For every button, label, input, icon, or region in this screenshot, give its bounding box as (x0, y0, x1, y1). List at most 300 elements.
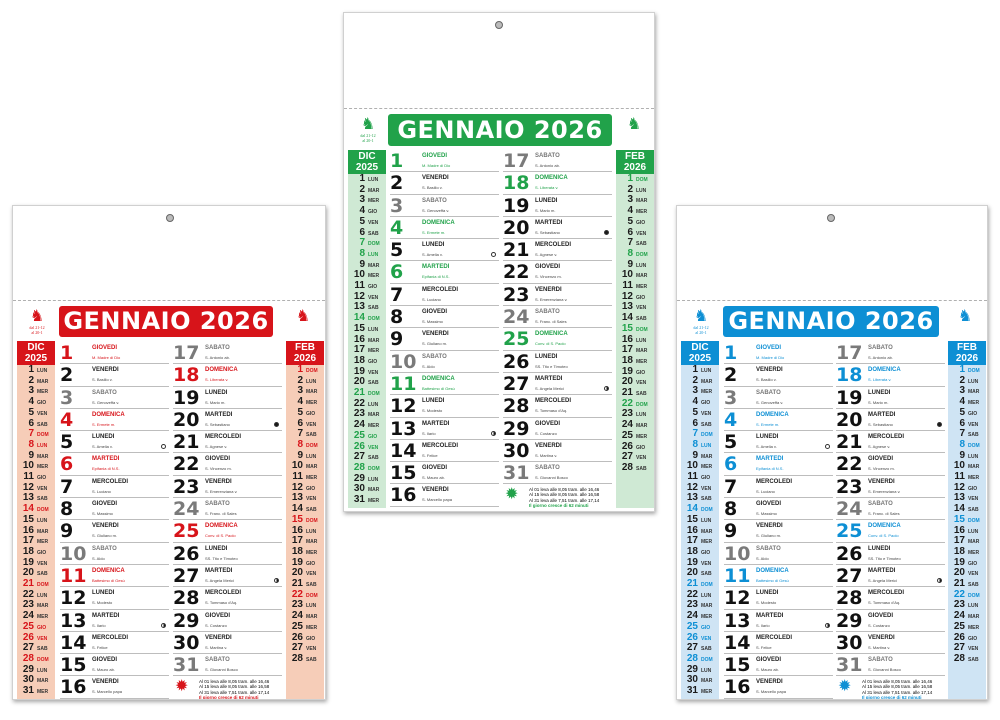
sidebar-weekday: SAB (368, 305, 379, 312)
weekday-label: MERCOLEDI (756, 634, 792, 641)
day-cell (503, 462, 612, 484)
sidebar-weekday: MAR (701, 453, 713, 460)
logo-right: ♞ (957, 308, 973, 325)
day-cell (836, 364, 945, 386)
sidebar-weekday: DOM (37, 656, 49, 663)
sidebar-day-row (948, 408, 986, 419)
calendar-blue (676, 205, 988, 700)
day-cell (173, 453, 282, 475)
sidebar-day-number: 24 (621, 419, 633, 431)
weekday-label: VENERDI (868, 478, 895, 485)
sidebar-day-row (348, 249, 386, 260)
sidebar-day-number: 23 (953, 599, 965, 611)
sidebar-day-row (17, 386, 55, 397)
sidebar-day-number: 19 (953, 556, 965, 568)
weekday-label: GIOVEDI (756, 345, 782, 351)
sidebar-weekday: MAR (368, 262, 380, 269)
weekday-label: GIOVEDI (756, 657, 782, 664)
sidebar-weekday: GIO (701, 400, 711, 407)
sidebar-weekday: VEN (306, 571, 317, 578)
sidebar-weekday: MER (37, 389, 49, 396)
day-cell (724, 476, 833, 498)
day-number: 4 (724, 408, 738, 431)
day-number: 4 (390, 216, 404, 239)
saint-name: S. Ilario (422, 430, 436, 436)
sidebar-weekday: VEN (968, 421, 979, 428)
sidebar-day-number: 5 (627, 215, 633, 227)
sidebar-day-number: 20 (953, 567, 965, 579)
weekday-label: LUNEDI (868, 389, 891, 396)
sidebar-day-row (681, 515, 719, 526)
sidebar-weekday: DOM (968, 592, 980, 599)
sidebar-weekday: LUN (37, 667, 48, 674)
weekday-label: VENERDI (868, 634, 895, 641)
sidebar-day-number: 24 (686, 610, 698, 622)
weekday-label: LUNEDI (535, 353, 558, 360)
sidebar-day-row (348, 431, 386, 442)
day-number: 11 (390, 372, 417, 395)
sidebar-day-number: 15 (22, 513, 34, 525)
sidebar-day-number: 6 (692, 417, 698, 429)
sidebar-prev-month (348, 150, 386, 508)
hanging-hole (495, 21, 503, 29)
sidebar-day-number: 18 (686, 545, 698, 557)
sidebar-day-number: 4 (359, 205, 365, 217)
day-number: 21 (836, 431, 863, 454)
sidebar-day-row (286, 365, 324, 376)
sidebar-day-number: 8 (28, 438, 34, 450)
sidebar-weekday: GIO (701, 549, 711, 556)
weekday-label: LUNEDI (756, 590, 779, 597)
full-moon-icon (491, 252, 496, 257)
sidebar-weekday: LUN (368, 326, 379, 333)
day-number: 8 (60, 498, 74, 521)
weekday-label: MARTEDI (422, 264, 450, 271)
sidebar-day-row (616, 238, 654, 249)
day-cell (836, 342, 945, 364)
saint-name: S. Martina v. (205, 644, 228, 650)
logo-right: ♞ (626, 116, 642, 133)
sidebar-day-row (348, 228, 386, 239)
sidebar-weekday: LUN (968, 453, 979, 460)
sunrise-sunset-footer (529, 487, 611, 509)
sidebar-day-number: 27 (953, 642, 965, 654)
day-cell (390, 195, 499, 217)
sidebar-weekday: LUN (368, 401, 379, 408)
day-cell (836, 387, 945, 409)
sidebar-day-number: 28 (686, 652, 698, 664)
saint-name: S. Vincenzo m. (868, 466, 895, 472)
day-number: 15 (60, 654, 87, 677)
saint-name: Epifania di N.S. (92, 466, 120, 472)
sidebar-day-number: 28 (291, 652, 303, 664)
footer-line: Al 15 leva alle 8,05 tram. alle 16,58 (529, 492, 600, 497)
weekday-label: VENERDI (422, 487, 449, 494)
day-number: 28 (503, 395, 530, 418)
weekday-label: MARTEDI (92, 612, 120, 619)
sidebar-day-number: 13 (621, 301, 633, 313)
weekday-label: LUNEDI (92, 590, 115, 597)
sidebar-day-row (681, 440, 719, 451)
sidebar-weekday: SAB (368, 230, 379, 237)
sidebar-day-row (286, 622, 324, 633)
day-cell (836, 453, 945, 475)
weekday-label: SABATO (422, 353, 447, 360)
day-cell (724, 498, 833, 520)
weekday-label: LUNEDI (868, 545, 891, 552)
sidebar-day-number: 31 (22, 685, 34, 697)
sidebar-day-number: 30 (22, 674, 34, 686)
sidebar-weekday: MAR (701, 603, 713, 610)
sidebar-month-label: DIC (27, 342, 45, 353)
weekday-label: MARTEDI (205, 567, 233, 574)
sidebar-day-row (17, 515, 55, 526)
saint-name: M. Madre di Dio (756, 355, 785, 360)
sidebar-day-row (17, 440, 55, 451)
saint-name: S. Genoveffa v. (756, 399, 784, 405)
day-number: 5 (390, 239, 404, 262)
sidebar-day-row (948, 654, 986, 665)
sidebar-day-row (286, 386, 324, 397)
day-cell (60, 610, 169, 632)
saint-name: S. Emerenziana v. (205, 488, 238, 494)
sidebar-weekday: GIO (37, 549, 47, 556)
sidebar-weekday: GIO (37, 475, 47, 482)
sidebar-day-number: 3 (297, 385, 303, 397)
day-number: 26 (173, 542, 200, 565)
day-cell (836, 587, 945, 609)
sidebar-day-number: 23 (621, 408, 633, 420)
sidebar-day-number: 4 (297, 396, 303, 408)
sidebar-day-number: 9 (627, 258, 633, 270)
sidebar-weekday: MAR (968, 389, 980, 396)
sidebar-weekday: LUN (306, 453, 317, 460)
day-number: 25 (836, 520, 863, 543)
day-number: 1 (724, 342, 738, 364)
day-cell (503, 261, 612, 283)
sidebar-day-number: 12 (686, 481, 698, 493)
saint-name: S. Mauro ab. (756, 667, 779, 673)
sidebar-weekday: DOM (636, 326, 648, 333)
day-cell (503, 172, 612, 194)
day-number: 6 (390, 261, 404, 284)
saint-name: S. Marcello papa (92, 689, 123, 695)
perforation-line (344, 108, 654, 109)
sidebar-day-row (348, 174, 386, 185)
day-cell (60, 498, 169, 520)
days-column-1 (724, 342, 833, 699)
sidebar-weekday: MER (368, 498, 380, 505)
sidebar-day-number: 1 (28, 364, 34, 375)
sidebar-day-number: 25 (353, 429, 365, 441)
day-number: 25 (503, 328, 530, 351)
sidebar-weekday: SAB (37, 571, 48, 578)
footer-line: Al 31 leva alle 7,51 tram. alle 17,14 (862, 689, 933, 695)
sidebar-weekday: MER (368, 423, 380, 430)
sidebar-day-number: 22 (621, 397, 633, 409)
sidebar-weekday: DOM (968, 442, 980, 449)
day-cell (173, 364, 282, 386)
sidebar-day-number: 10 (353, 269, 365, 281)
saint-name: S. Aldo (92, 555, 105, 561)
quarter-moon-icon (161, 623, 166, 628)
saint-name: S. Agnese v. (868, 444, 891, 450)
weekday-label: MERCOLEDI (92, 634, 128, 641)
sidebar-day-number: 24 (953, 610, 965, 622)
saint-name: S. Luciano (756, 488, 775, 494)
sidebar-day-number: 20 (621, 376, 633, 388)
sidebar-weekday: VEN (37, 485, 48, 492)
day-number: 30 (173, 631, 200, 654)
sidebar-day-number: 9 (359, 258, 365, 270)
sidebar-day-row (681, 622, 719, 633)
sidebar-weekday: MER (306, 400, 318, 407)
weekday-label: DOMENICA (868, 523, 901, 530)
sunrise-sunset-footer (862, 679, 944, 701)
saint-name: S. Ilario (756, 622, 770, 628)
day-number: 18 (173, 364, 200, 387)
weekday-label: VENERDI (535, 286, 562, 293)
sidebar-day-number: 12 (953, 481, 965, 493)
sidebar-weekday: LUN (968, 378, 979, 385)
sidebar-day-row (681, 686, 719, 697)
day-number: 28 (173, 587, 200, 610)
sidebar-day-number: 3 (28, 385, 34, 397)
day-number: 26 (503, 350, 530, 373)
sidebar-weekday: MAR (306, 389, 318, 396)
sidebar-day-number: 26 (291, 631, 303, 643)
sidebar-day-number: 25 (291, 620, 303, 632)
sidebar-day-number: 12 (353, 290, 365, 302)
weekday-label: MERCOLEDI (535, 242, 571, 249)
day-number: 2 (60, 364, 74, 387)
day-number: 17 (173, 342, 200, 364)
sidebar-weekday: MAR (701, 678, 713, 685)
sidebar-weekday: MER (37, 689, 49, 696)
calendar-red (12, 205, 326, 700)
sidebar-day-number: 10 (22, 460, 34, 472)
saint-name: S. Giovanni Bosco (535, 475, 568, 481)
day-number: 30 (503, 439, 530, 462)
saint-name: S. Felice (92, 644, 108, 650)
logo-left: ♞ dal 21-12 al 20-1 (693, 308, 709, 335)
day-number: 31 (173, 654, 200, 677)
day-number: 24 (836, 498, 863, 521)
weekday-label: SABATO (92, 389, 117, 396)
sidebar-weekday: DOM (636, 177, 648, 183)
sidebar-day-number: 6 (959, 417, 965, 429)
saint-name: S. Antonio ab. (205, 355, 230, 360)
sidebar-day-number: 6 (359, 226, 365, 238)
sidebar-day-number: 17 (353, 344, 365, 356)
sidebar-day-number: 6 (297, 417, 303, 429)
sidebar-day-number: 13 (353, 301, 365, 313)
day-number: 1 (390, 150, 404, 172)
day-number: 18 (503, 172, 530, 195)
sidebar-weekday: DOM (968, 368, 980, 374)
sidebar-day-number: 20 (686, 567, 698, 579)
sidebar-month-year: 2026 (623, 162, 647, 173)
sidebar-month-header (681, 341, 719, 365)
sidebar-weekday: MAR (968, 539, 980, 546)
sidebar-day-number: 15 (953, 513, 965, 525)
sidebar-day-number: 7 (959, 428, 965, 440)
sidebar-day-number: 22 (291, 588, 303, 600)
saint-name: Battesimo di Gesù (422, 385, 455, 391)
day-cell (724, 676, 833, 698)
sidebar-day-number: 25 (621, 429, 633, 441)
sidebar-day-number: 26 (621, 440, 633, 452)
sidebar-day-number: 19 (22, 556, 34, 568)
sidebar-day-number: 4 (692, 396, 698, 408)
weekday-label: SABATO (422, 197, 447, 204)
weekday-label: MARTEDI (868, 567, 896, 574)
sidebar-day-number: 14 (22, 503, 34, 515)
saint-name: Battesimo di Gesù (92, 577, 125, 583)
day-cell (390, 440, 499, 462)
sidebar-day-row (681, 419, 719, 430)
sidebar-day-number: 4 (28, 396, 34, 408)
sidebar-weekday: LUN (636, 187, 647, 194)
sidebar-day-row (616, 195, 654, 206)
saint-name: S. Giovanni Bosco (205, 667, 238, 673)
sidebar-weekday: SAB (636, 241, 647, 248)
perforation-line (13, 300, 325, 301)
sidebar-weekday: GIO (636, 219, 646, 226)
sidebar-day-number: 13 (22, 492, 34, 504)
day-number: 29 (836, 609, 863, 632)
sidebar-day-number: 14 (353, 312, 365, 324)
day-cell (836, 498, 945, 520)
saint-name: S. Vincenzo m. (535, 274, 562, 280)
sidebar-day-number: 16 (291, 524, 303, 536)
weekday-label: MARTEDI (535, 375, 563, 382)
sidebar-weekday: GIO (368, 209, 378, 216)
sidebar-day-number: 1 (692, 364, 698, 375)
saint-name: S. Aldo (422, 363, 435, 369)
sidebar-weekday: MER (306, 549, 318, 556)
sidebar-weekday: MER (636, 358, 648, 365)
day-cell (390, 373, 499, 395)
day-cell (503, 195, 612, 217)
weekday-label: LUNEDI (205, 545, 228, 552)
sidebar-weekday: LUN (306, 528, 317, 535)
saint-name: S. Modesto (92, 600, 113, 606)
day-number: 7 (724, 475, 738, 498)
sidebar-weekday: VEN (368, 294, 379, 301)
sidebar-weekday: MAR (306, 464, 318, 471)
sidebar-day-number: 9 (959, 449, 965, 461)
sidebar-day-number: 11 (954, 471, 965, 483)
sidebar-weekday: MAR (306, 614, 318, 621)
sidebar-day-row (17, 408, 55, 419)
sidebar-day-row (948, 397, 986, 408)
sidebar-weekday: MER (306, 624, 318, 631)
day-cell (724, 610, 833, 632)
weekday-label: SABATO (92, 545, 117, 552)
day-cell (503, 328, 612, 350)
sidebar-day-number: 29 (686, 663, 698, 675)
saint-name: S. Basilio v. (756, 377, 777, 383)
day-number: 29 (173, 609, 200, 632)
sidebar-day-number: 17 (953, 535, 965, 547)
sidebar-day-number: 20 (353, 376, 365, 388)
day-number: 22 (503, 261, 530, 284)
sidebar-day-number: 21 (953, 578, 965, 590)
weekday-label: SABATO (535, 153, 560, 159)
full-moon-icon (825, 444, 830, 449)
sidebar-weekday: MER (37, 539, 49, 546)
day-number: 12 (724, 587, 751, 610)
sidebar-day-number: 9 (692, 449, 698, 461)
sidebar-day-number: 15 (621, 322, 633, 334)
weekday-label: LUNEDI (422, 398, 445, 405)
sidebar-weekday: MER (368, 198, 380, 205)
weekday-label: VENERDI (756, 679, 783, 686)
saint-name: S. Felice (756, 644, 772, 650)
sidebar-weekday: GIO (37, 400, 47, 407)
sidebar-weekday: LUN (701, 517, 712, 524)
day-number: 23 (173, 475, 200, 498)
day-number: 10 (390, 350, 417, 373)
sidebar-day-number: 27 (621, 451, 633, 463)
sidebar-weekday: LUN (701, 368, 712, 374)
sidebar-weekday: MER (701, 689, 713, 696)
day-cell (60, 342, 169, 364)
saint-name: S. Angela Merici (205, 577, 234, 583)
sidebar-day-number: 3 (627, 194, 633, 206)
sidebar-weekday: VEN (368, 369, 379, 376)
day-cell (836, 610, 945, 632)
saint-name: Battesimo di Gesù (756, 577, 789, 583)
sidebar-day-number: 30 (353, 483, 365, 495)
sidebar-day-number: 22 (22, 588, 34, 600)
day-number: 5 (60, 431, 74, 454)
sidebar-day-number: 21 (353, 387, 365, 399)
saint-name: S. Massimo (756, 511, 777, 517)
sidebar-day-number: 2 (359, 183, 365, 195)
sidebar-weekday: LUN (701, 667, 712, 674)
sidebar-weekday: MER (368, 348, 380, 355)
saint-name: SS. Tito e Timoteo (205, 555, 238, 561)
sidebar-weekday: SAB (37, 421, 48, 428)
sidebar-weekday: GIO (306, 560, 316, 567)
sidebar-day-number: 21 (621, 387, 633, 399)
sidebar-month-header (286, 341, 324, 365)
sidebar-day-number: 10 (686, 460, 698, 472)
sidebar-weekday: MAR (37, 678, 49, 685)
weekday-label: LUNEDI (422, 242, 445, 249)
weekday-label: MERCOLEDI (205, 590, 241, 597)
weekday-label: SABATO (205, 345, 230, 351)
sidebar-day-number: 19 (621, 365, 633, 377)
sidebar-day-number: 4 (627, 205, 633, 217)
sidebar-weekday: DOM (37, 582, 49, 589)
sidebar-day-number: 25 (686, 620, 698, 632)
sidebar-weekday: DOM (701, 656, 713, 663)
sidebar-day-number: 5 (28, 406, 34, 418)
day-number: 12 (60, 587, 87, 610)
sidebar-day-number: 25 (953, 620, 965, 632)
sidebar-day-row (948, 365, 986, 376)
weekday-label: MARTEDI (756, 456, 784, 463)
sidebar-weekday: LUN (701, 592, 712, 599)
day-cell (390, 306, 499, 328)
sidebar-day-number: 23 (686, 599, 698, 611)
sidebar-day-number: 17 (22, 535, 34, 547)
day-cell (836, 565, 945, 587)
saint-name: S. Sebastiano (205, 421, 230, 427)
